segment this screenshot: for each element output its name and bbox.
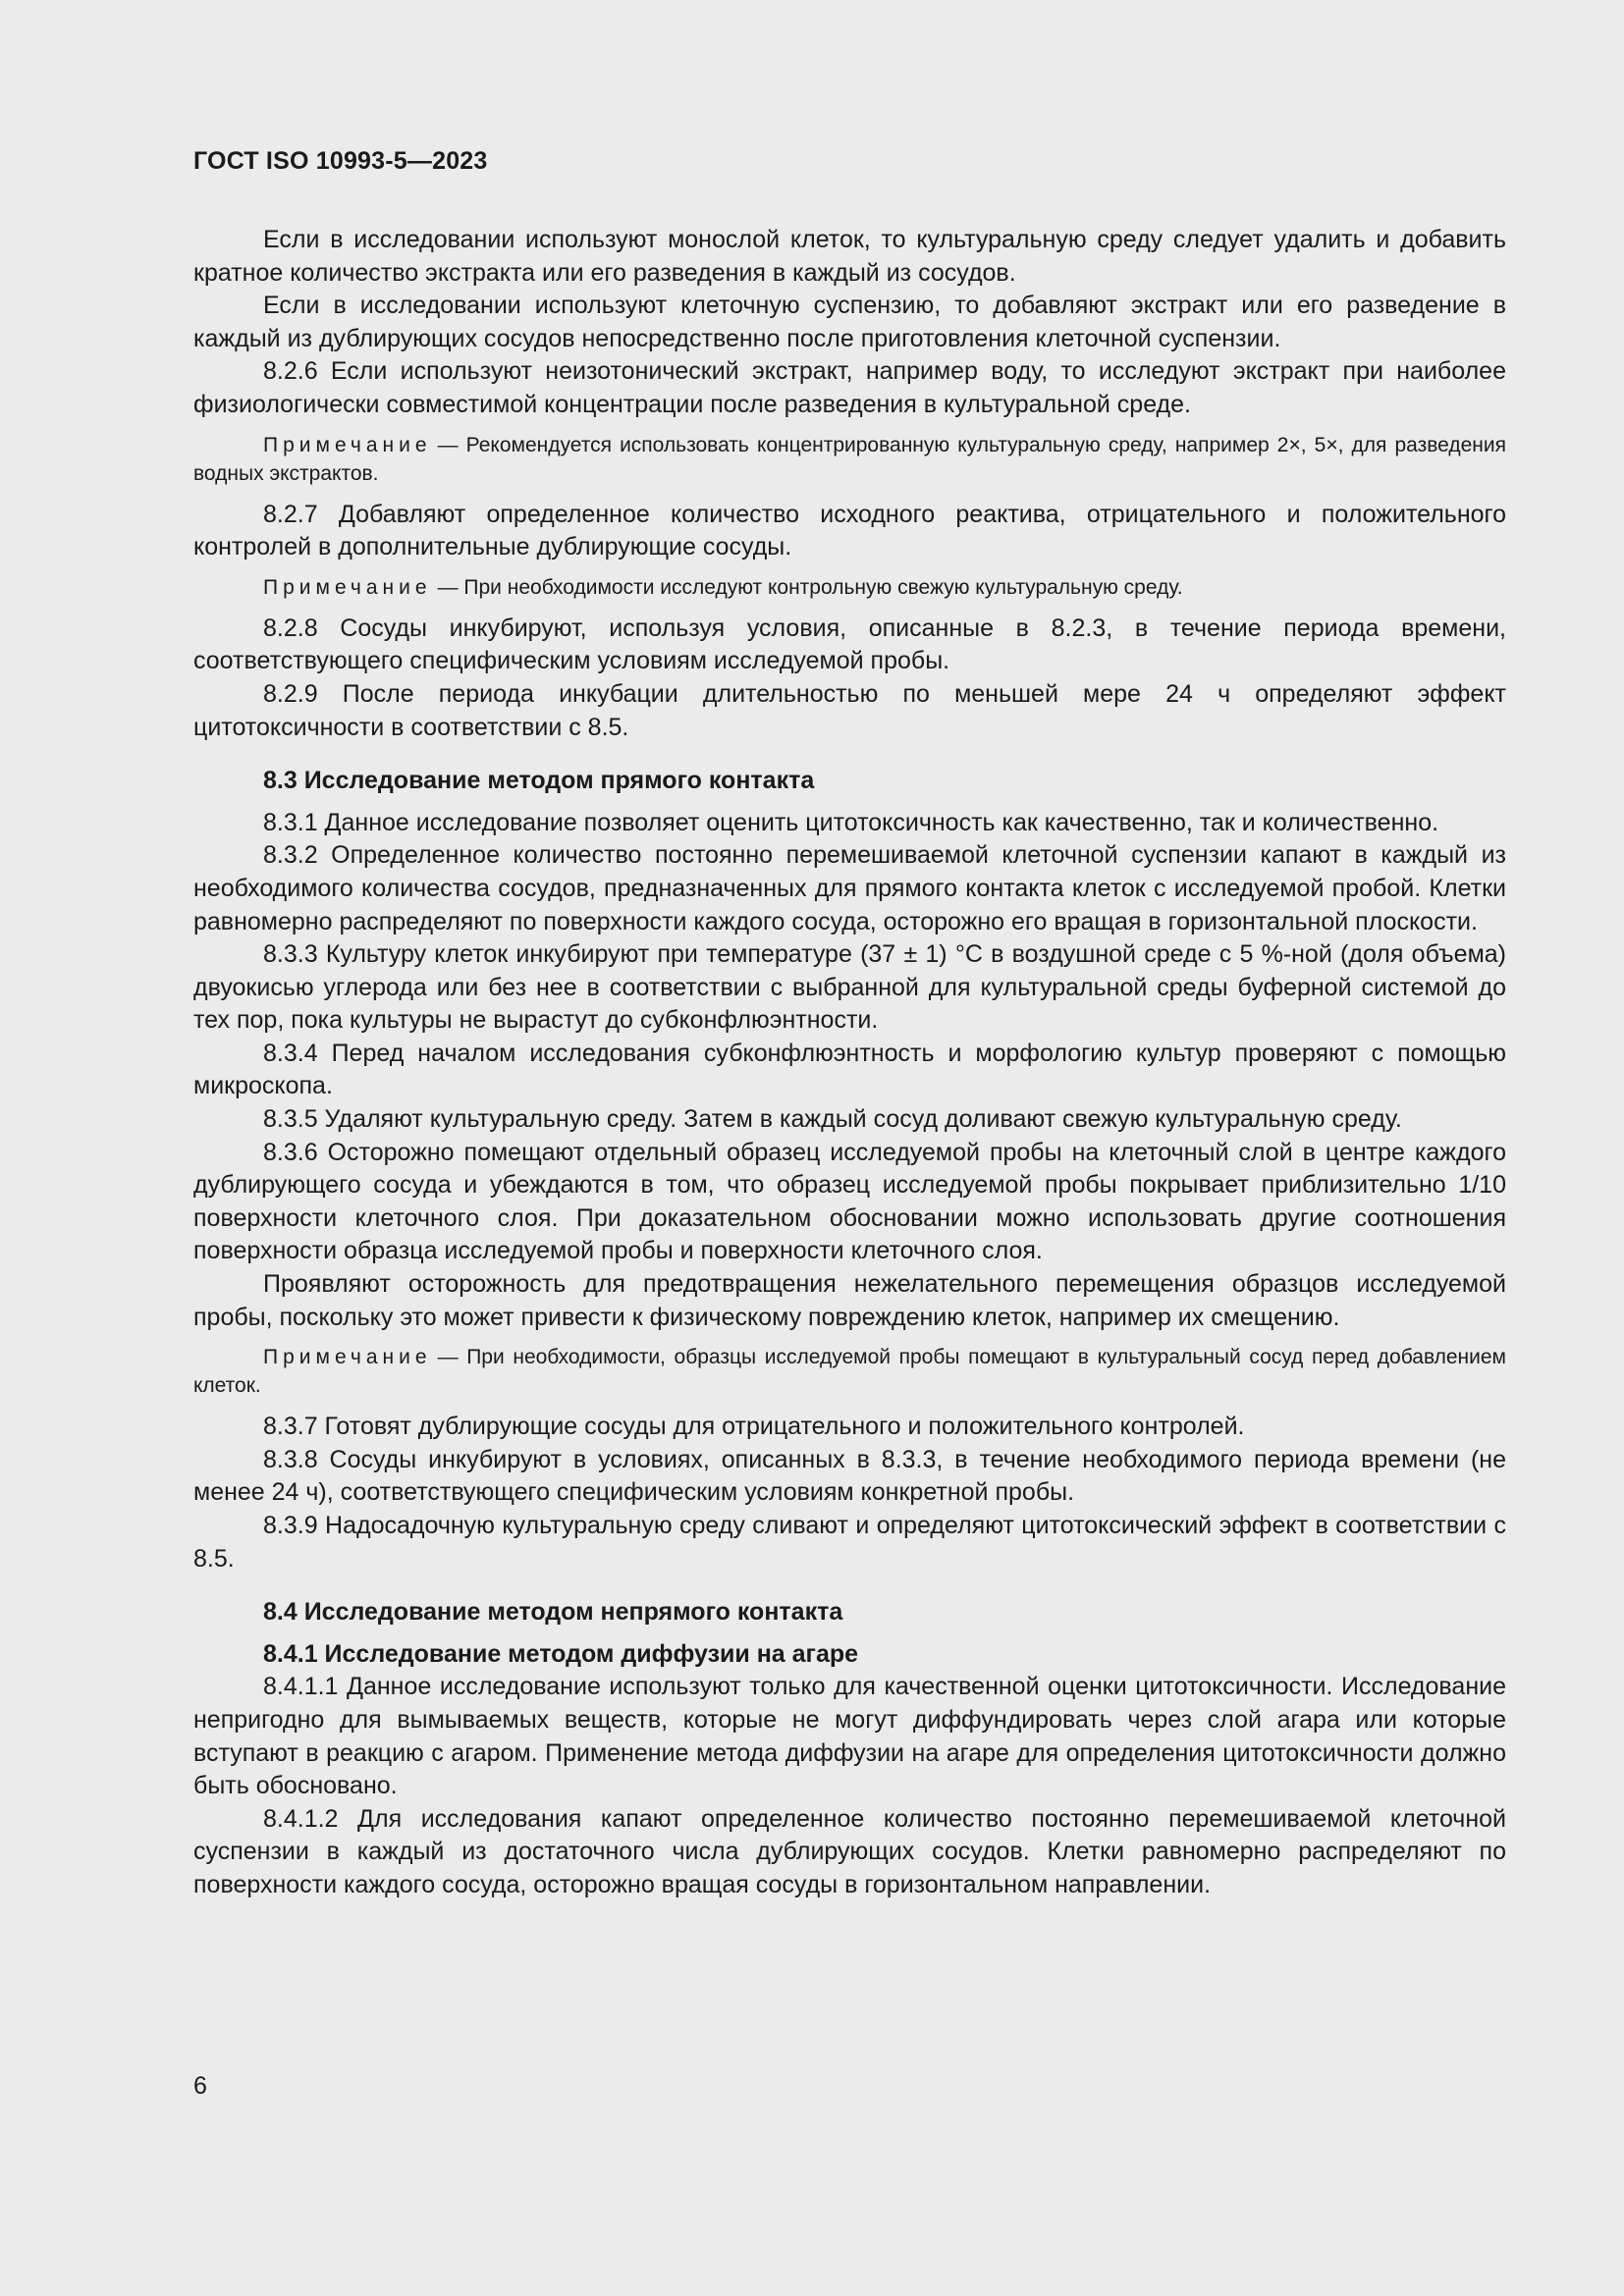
paragraph: Если в исследовании используют клеточную суспензию, то добавляют экстракт или его разведение в каждый из дублирующих сосудов непосредственно после приготовления клеточной суспензии. [193, 292, 1506, 352]
paragraph-8-4-1-2: 8.4.1.2 Для исследования капают определенное количество постоянно перемешиваемой клеточной суспензии в каждый из достаточного числа дублирующих сосудов. Клетки равномерно распределяют по поверхности каждого сосуда, осторожно вращая сосуды в горизонтальном направлении. [193, 1804, 1506, 1898]
note-text: — При необходимости исследуют контрольную свежую культуральную среду. [437, 575, 1183, 599]
paragraph-8-3-8: 8.3.8 Сосуды инкубируют в условиях, описанных в 8.3.3, в течение необходимого периода времени (не менее 24 ч), соответствующего специфическим условиям конкретной пробы. [193, 1445, 1506, 1507]
paragraph-8-3-5: 8.3.5 Удаляют культуральную среду. Затем в каждый сосуд доливают свежую культуральную среду. [263, 1105, 1402, 1134]
note-label: Примечание [263, 1346, 432, 1369]
paragraph-8-3-4: 8.3.4 Перед началом исследования субконфлюэнтность и морфологию культур проверяют с помощью микроскопа. [193, 1039, 1506, 1100]
paragraph-8-2-7: 8.2.7 Добавляют определенное количество исходного реактива, отрицательного и положительного контролей в дополнительные дублирующие сосуды. [193, 500, 1506, 561]
section-heading-8-3: 8.3 Исследование методом прямого контакта [263, 767, 815, 795]
page-number: 6 [193, 2072, 207, 2100]
paragraph-8-3-6: 8.3.6 Осторожно помещают отдельный образец исследуемой пробы на клеточный слой в центре каждого дублирующего сосуда и убеждаются в том, что образец исследуемой пробы покрывает приблизительно 1/10 поверхности клеточного слоя. При доказательном обосновании можно использовать другие соотношения поверхности образца исследуемой пробы и поверхности клеточного слоя. [193, 1138, 1506, 1265]
section-heading-8-4: 8.4 Исследование методом непрямого контакта [263, 1598, 843, 1627]
paragraph-8-3-9: 8.3.9 Надосадочную культуральную среду сливают и определяют цитотоксический эффект в соответствии с 8.5. [193, 1512, 1506, 1573]
paragraph-8-4-1-1: 8.4.1.1 Данное исследование используют только для качественной оценки цитотоксичности. Исследование непригодно для вымываемых веществ, которые не могут диффундировать через слой агара или которые вступают в реакцию с агаром. Применение метода диффузии на агаре для определения цитотоксичности должно быть обосновано. [193, 1673, 1506, 1800]
paragraph-8-2-9: 8.2.9 После периода инкубации длительностью по меньшей мере 24 ч определяют эффект цитотоксичности в соответствии с 8.5. [193, 679, 1506, 741]
paragraph-8-3-7: 8.3.7 Готовят дублирующие сосуды для отрицательного и положительного контролей. [263, 1413, 1245, 1441]
paragraph: Проявляют осторожность для предотвращения нежелательного перемещения образцов исследуемой пробы, поскольку это может привести к физическому повреждению клеток, например их смещению. [193, 1270, 1506, 1331]
paragraph: Если в исследовании используют монослой клеток, то культуральную среду следует удалить и добавить кратное количество экстракта или его разведения в каждый из сосудов. [193, 226, 1506, 287]
paragraph-8-3-1: 8.3.1 Данное исследование позволяет оценить цитотоксичность как качественно, так и количественно. [263, 808, 1439, 836]
note [193, 573, 1506, 602]
paragraph-8-3-3: 8.3.3 Культуру клеток инкубируют при температуре (37 ± 1) °С в воздушной среде с 5 %-ной (доля объема) двуокисью углерода или без нее в соответствии с выбранной для культуральной среды буферной системой до тех пор, пока культуры не вырастут до субконфлюэнтности. [193, 940, 1506, 1035]
note-text: — При необходимости, образцы исследуемой пробы помещают в культуральный сосуд перед добавлением клеток. [193, 1346, 1506, 1398]
paragraph-8-2-6: 8.2.6 Если используют неизотонический экстракт, например воду, то исследуют экстракт при наиболее физиологически совместимой концентрации после разведения в культуральной среде. [193, 357, 1506, 418]
document-body [193, 224, 1506, 1902]
note [193, 1343, 1506, 1400]
note-text: — Рекомендуется использовать концентрированную культуральную среду, например 2×, 5×, для разведения водных экстрактов. [193, 433, 1506, 485]
paragraph-8-3-2: 8.3.2 Определенное количество постоянно перемешиваемой клеточной суспензии капают в каждый из необходимого количества сосудов, предназначенных для прямого контакта клеток с исследуемой пробой. Клетки равномерно распределяют по поверхности каждого сосуда, осторожно его вращая в горизонтальной плоскости. [193, 841, 1506, 935]
note [193, 431, 1506, 488]
paragraph-8-2-8: 8.2.8 Сосуды инкубируют, используя условия, описанные в 8.2.3, в течение периода времени, соответствующего специфическим условиям исследуемой пробы. [193, 614, 1506, 675]
note-label: Примечание [263, 433, 432, 456]
subsection-heading-8-4-1: 8.4.1 Исследование методом диффузии на агаре [263, 1639, 859, 1668]
note-label: Примечание [263, 575, 432, 599]
document-header: ГОСТ ISO 10993-5—2023 [193, 147, 488, 175]
